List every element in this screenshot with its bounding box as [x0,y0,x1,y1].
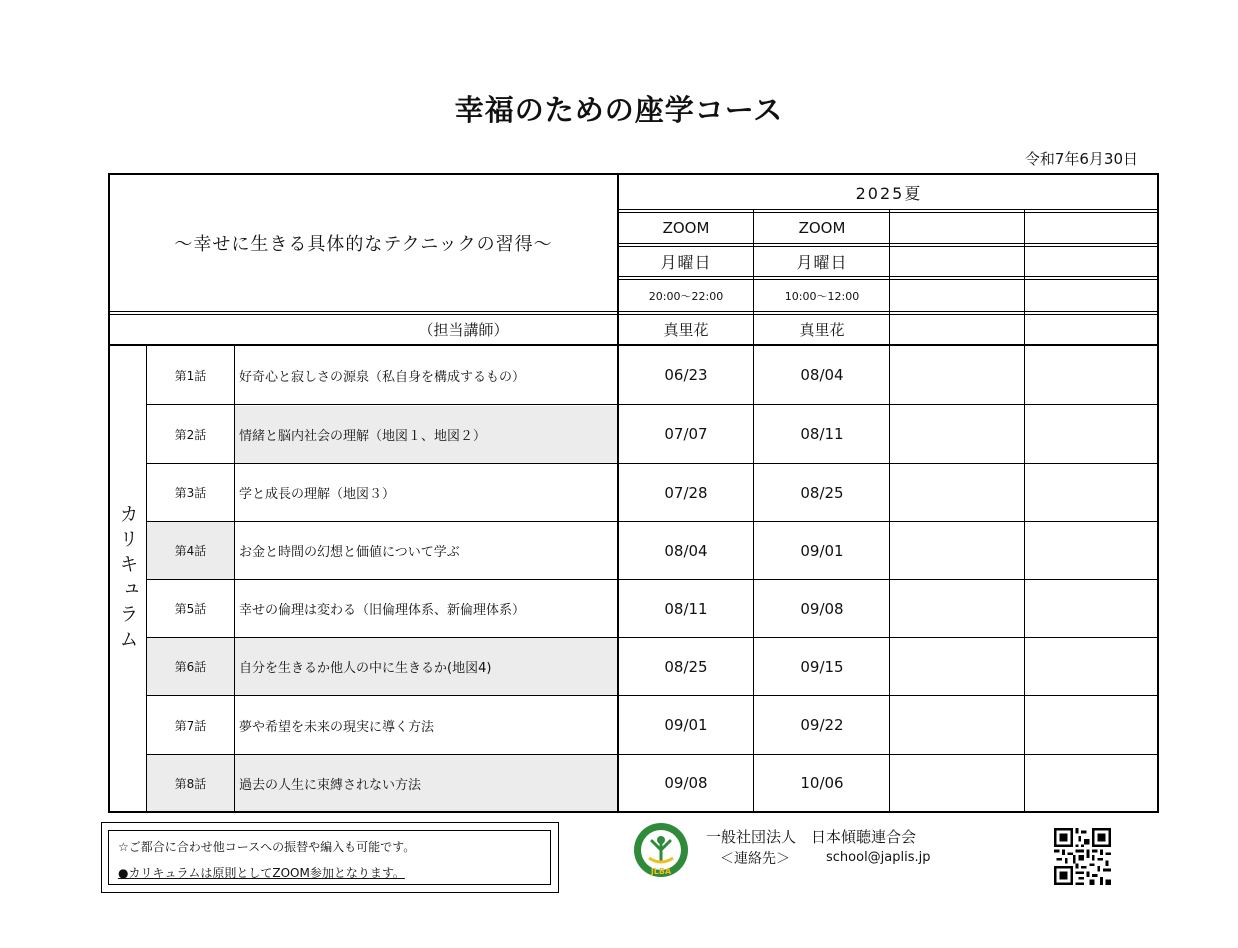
lesson-date: 09/08 [800,599,844,618]
logo-text: JLBA [650,867,672,876]
lesson-number: 第3話 [174,486,207,500]
lesson-date: 08/11 [664,599,708,618]
qr-code-icon[interactable] [1054,828,1111,885]
note-zoom: ●カリキュラムは原則としてZOOM参加となります。 [118,866,405,880]
time-col-4 [1026,280,1159,311]
lesson-date: 08/25 [800,483,844,502]
lesson-date: 08/25 [664,657,708,676]
lesson-title: 情緒と脳内社会の理解（地図１、地図２） [239,428,487,444]
time-col-3 [891,280,1024,311]
day-col-4 [1026,247,1159,276]
lesson-date: 07/07 [664,425,708,443]
format-col-1: ZOOM [662,219,710,237]
lesson-number: 第7話 [174,718,207,733]
instructor-col-4 [1026,315,1159,344]
lesson-date: 09/08 [664,774,708,792]
contact-email[interactable]: school@japlis.jp [826,850,931,865]
lesson-date: 09/01 [800,541,844,560]
lesson-date: 07/28 [664,483,708,502]
instructor-label: （担当講師） [418,321,509,339]
lesson-number: 第1話 [174,368,207,383]
day-col-3 [891,247,1024,276]
format-col-4 [1026,213,1159,243]
instructor-col-3 [891,315,1024,344]
lesson-title: 学と成長の理解（地図３） [239,487,396,502]
lesson-number: 第5話 [174,602,207,616]
lesson-number: 第8話 [174,776,207,791]
lesson-number: 第4話 [174,544,207,558]
lesson-date: 10/06 [800,774,844,792]
lesson-date: 09/15 [800,657,844,676]
season-label: 2025夏 [855,183,923,203]
day-col-1: 月曜日 [660,253,712,272]
lesson-date: 09/22 [800,716,844,734]
format-col-2: ZOOM [798,219,846,237]
lesson-title: お金と時間の幻想と価値について学ぶ [239,545,460,560]
lesson-date: 08/04 [664,541,708,560]
note-transfer: ☆ご都合に合わせ他コースへの振替や編入も可能です。 [118,840,416,854]
schedule-table [108,173,1159,813]
instructor-col-2: 真里花 [799,321,845,339]
time-col-2: 10:00～12:00 [784,289,860,303]
document-date: 令和7年6月30日 [1024,150,1138,168]
lesson-title: 好奇心と寂しさの源泉（私自身を構成するもの） [239,369,526,385]
time-col-1: 20:00～22:00 [648,289,724,303]
organization-name: 一般社団法人 日本傾聴連合会 [706,828,917,846]
day-col-2: 月曜日 [796,253,848,272]
lesson-date: 08/11 [800,425,844,443]
lesson-title: 自分を生きるか他人の中に生きるか(地図4) [239,661,492,676]
curriculum-label: カリキュラム [116,503,139,654]
lesson-date: 08/04 [800,366,844,384]
tree-of-life-logo [633,822,689,878]
lesson-title: 夢や希望を未来の現実に導く方法 [239,719,435,735]
format-col-3 [891,213,1024,243]
lesson-title: 幸せの倫理は変わる（旧倫理体系、新倫理体系） [239,603,526,618]
lesson-number: 第2話 [174,427,207,442]
page-title: 幸福のための座学コース [454,93,784,127]
lesson-title: 過去の人生に束縛されない方法 [239,777,422,793]
lesson-date: 06/23 [664,366,708,384]
course-subtitle: ～幸せに生きる具体的なテクニックの習得～ [174,234,553,255]
lesson-date: 09/01 [664,716,708,734]
instructor-col-1: 真里花 [663,321,709,339]
contact-label: ＜連絡先＞ [720,851,790,867]
lesson-number: 第6話 [174,660,207,674]
